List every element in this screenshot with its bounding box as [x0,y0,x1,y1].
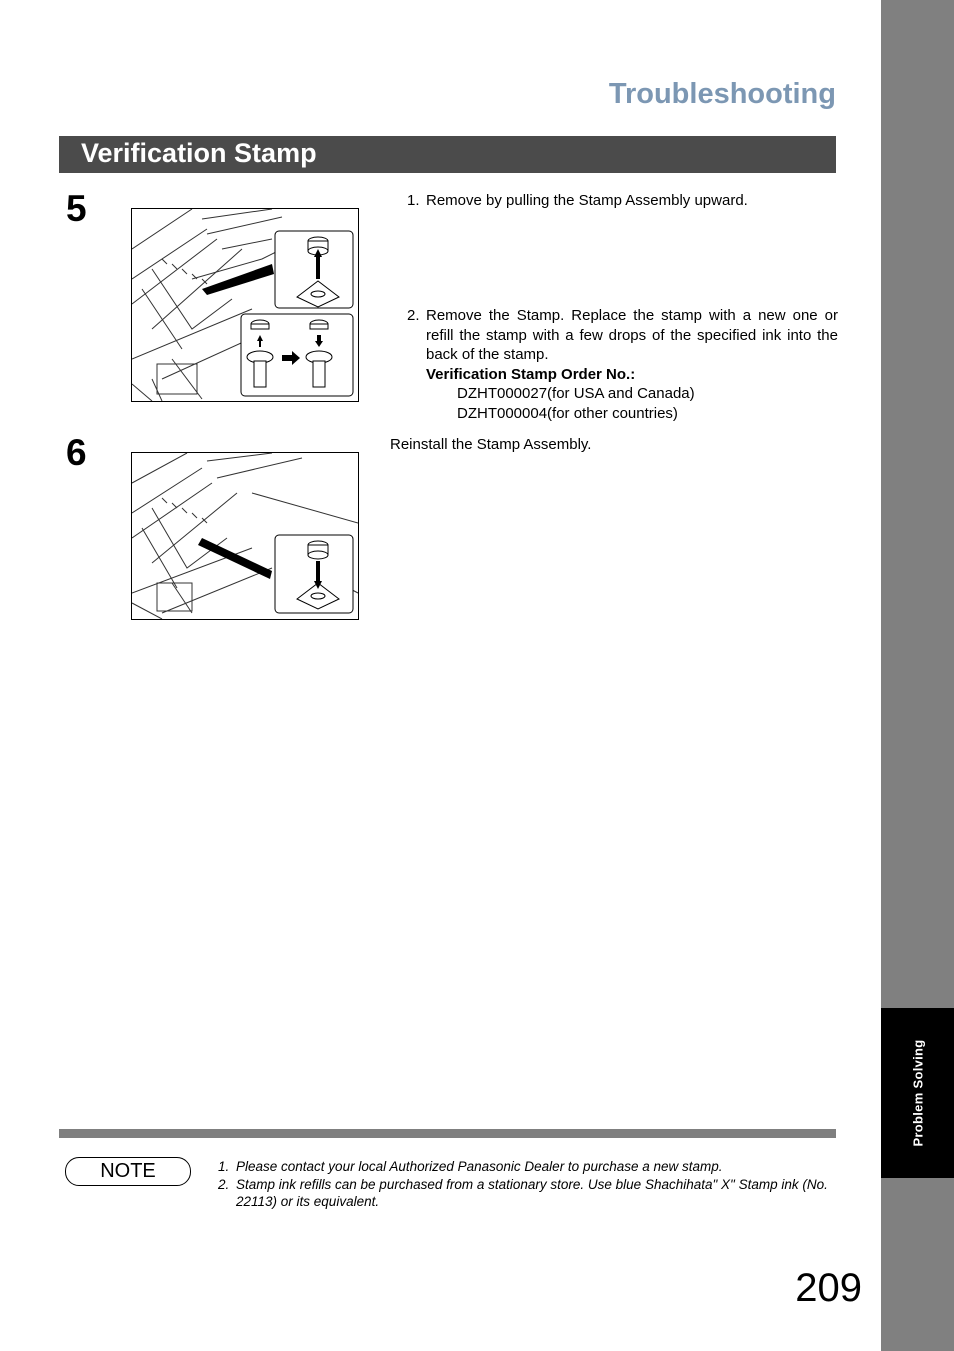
note-item [218,1158,838,1176]
note-item-text: Please contact your local Authorized Panasonic Dealer to purchase a new stamp. [236,1159,723,1174]
note-item-text: Stamp ink refills can be purchased from a stationary store. Use blue Shachihata" X" Stamp ink (No. 22113) or its equivalent. [236,1176,828,1209]
note-badge: NOTE [65,1157,191,1186]
chapter-tab [881,1008,954,1178]
note-list [218,1158,838,1211]
section-title: Verification Stamp [81,138,317,168]
note-item [218,1176,838,1211]
note-divider [59,1129,836,1138]
step-5-number: 5 [66,188,87,229]
step-5-instruction-1 [407,191,838,211]
order-number-usa: DZHT000027(for USA and Canada) [457,385,695,402]
chapter-title: Troubleshooting [608,78,836,110]
step-6-number: 6 [66,432,87,473]
note-item-number: 2. [218,1176,230,1192]
step-5-instruction-1-number: 1. [407,192,420,209]
step-6-illustration [131,452,359,620]
step-5-instruction-1-text: Remove by pulling the Stamp Assembly upward. [426,192,748,209]
order-number-other: DZHT000004(for other countries) [457,404,678,422]
step-6-instruction: Reinstall the Stamp Assembly. [390,436,592,453]
step-5-instruction-2-number: 2. [407,307,420,324]
chapter-tab-label: Problem Solving [910,1039,925,1147]
note-item-number: 1. [218,1159,230,1174]
step-5-instruction-2-text: Remove the Stamp. Replace the stamp with a new one or refill the stamp with a few drops of the specified ink into the back of the stamp. [426,307,838,363]
step-5-illustration [131,208,359,402]
page-number: 209 [795,1266,862,1310]
section-header [59,136,836,173]
step-5-instruction-2 [407,306,838,423]
order-number-label: Verification Stamp Order No.: [426,365,636,383]
